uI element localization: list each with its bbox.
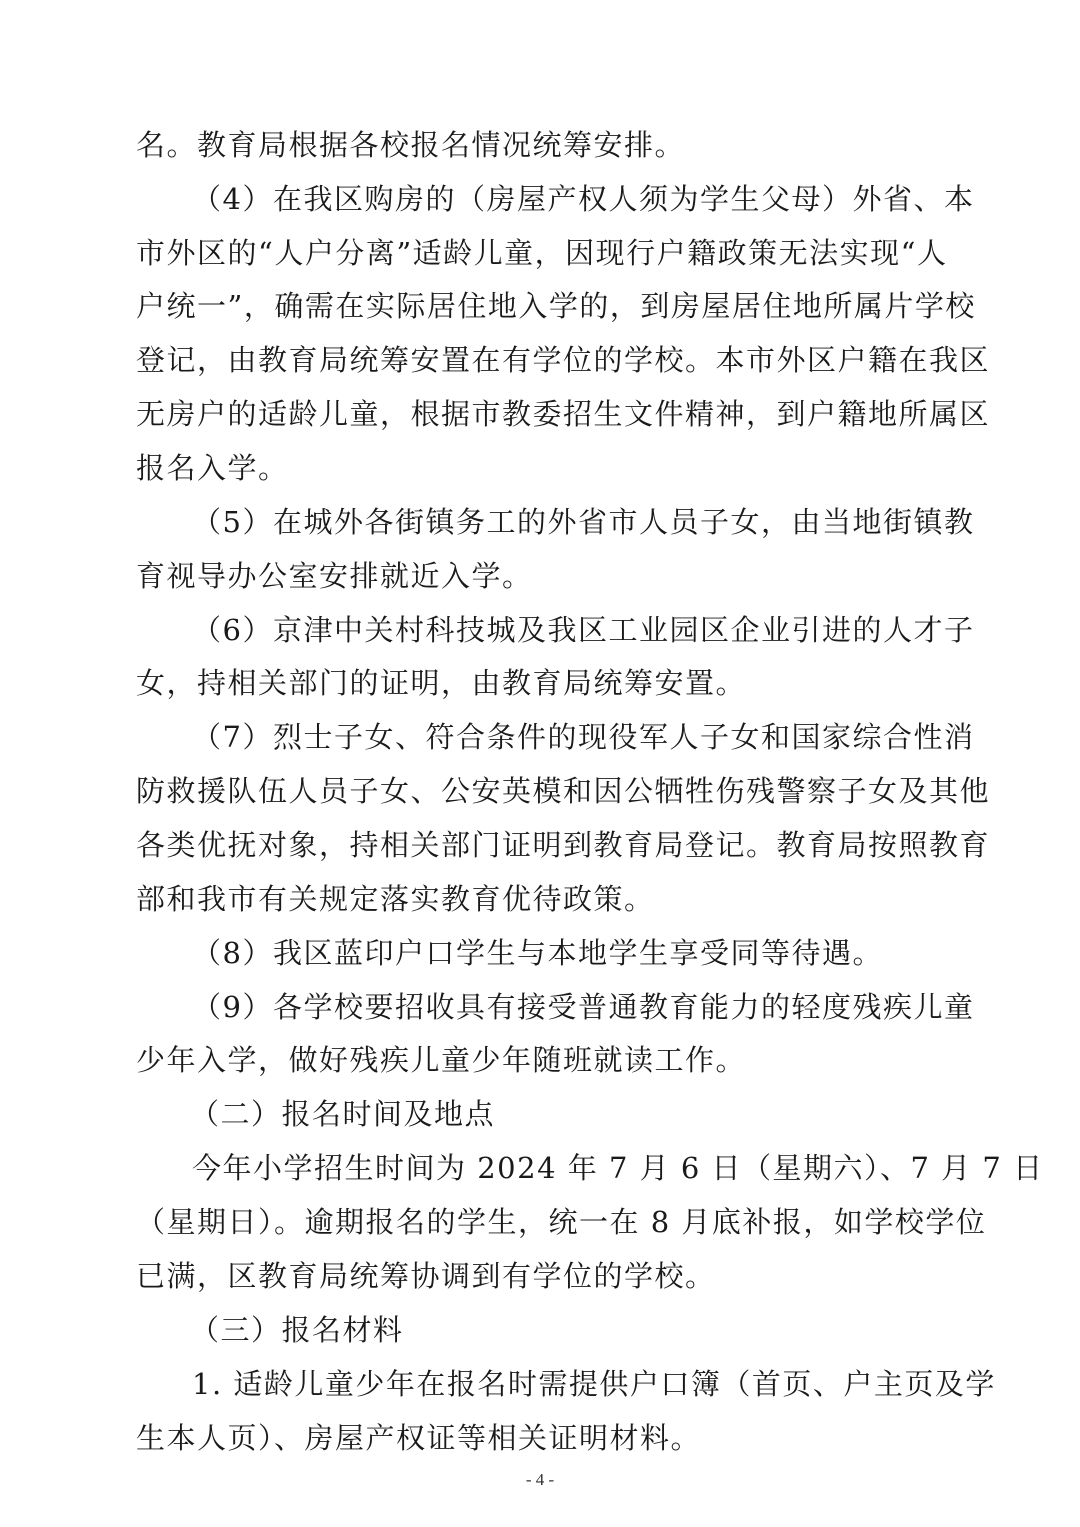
text-line: 户统一”，确需在实际居住地入学的，到房屋居住地所属片学校 bbox=[136, 289, 976, 323]
text-line: （9）各学校要招收具有接受普通教育能力的轻度残疾儿童 bbox=[192, 990, 975, 1024]
text-line: （7）烈士子女、符合条件的现役军人子女和国家综合性消 bbox=[192, 720, 975, 754]
text-line: 育视导办公室安排就近入学。 bbox=[136, 559, 533, 593]
text-line: 1. 适龄儿童少年在报名时需提供户口簿（首页、户主页及学 bbox=[192, 1367, 996, 1401]
text-line: （8）我区蓝印户口学生与本地学生享受同等待遇。 bbox=[192, 936, 883, 970]
text-line: 今年小学招生时间为 2024 年 7 月 6 日（星期六）、7 月 7 日 bbox=[192, 1151, 1044, 1185]
text-line: 无房户的适龄儿童，根据市教委招生文件精神，到户籍地所属区 bbox=[136, 397, 991, 431]
text-line: 各类优抚对象，持相关部门证明到教育局登记。教育局按照教育 bbox=[136, 828, 991, 862]
text-line: 部和我市有关规定落实教育优待政策。 bbox=[136, 882, 655, 916]
text-line: 女，持相关部门的证明，由教育局统筹安置。 bbox=[136, 666, 747, 700]
text-line: 名。教育局根据各校报名情况统筹安排。 bbox=[136, 128, 686, 162]
text-line: 生本人页）、房屋产权证等相关证明材料。 bbox=[136, 1421, 702, 1455]
text-line: 少年入学，做好残疾儿童少年随班就读工作。 bbox=[136, 1043, 747, 1077]
section-heading: （二）报名时间及地点 bbox=[190, 1097, 496, 1131]
text-line: （5）在城外各街镇务工的外省市人员子女，由当地街镇教 bbox=[192, 505, 975, 539]
text-line: 防救援队伍人员子女、公安英模和因公牺牲伤残警察子女及其他 bbox=[136, 774, 991, 808]
text-line: 市外区的“人户分离”适龄儿童，因现行户籍政策无法实现“人 bbox=[136, 236, 948, 270]
text-line: 报名入学。 bbox=[136, 451, 289, 485]
page-number: - 4 - bbox=[525, 1470, 555, 1489]
text-line: 登记，由教育局统筹安置在有学位的学校。本市外区户籍在我区 bbox=[136, 343, 991, 377]
text-line: （4）在我区购房的（房屋产权人须为学生父母）外省、本 bbox=[192, 182, 975, 216]
section-heading: （三）报名材料 bbox=[190, 1313, 404, 1347]
text-line: （星期日）。逾期报名的学生，统一在 8 月底补报，如学校学位 bbox=[136, 1205, 987, 1239]
text-line: （6）京津中关村科技城及我区工业园区企业引进的人才子 bbox=[192, 613, 975, 647]
text-line: 已满，区教育局统筹协调到有学位的学校。 bbox=[136, 1259, 716, 1293]
